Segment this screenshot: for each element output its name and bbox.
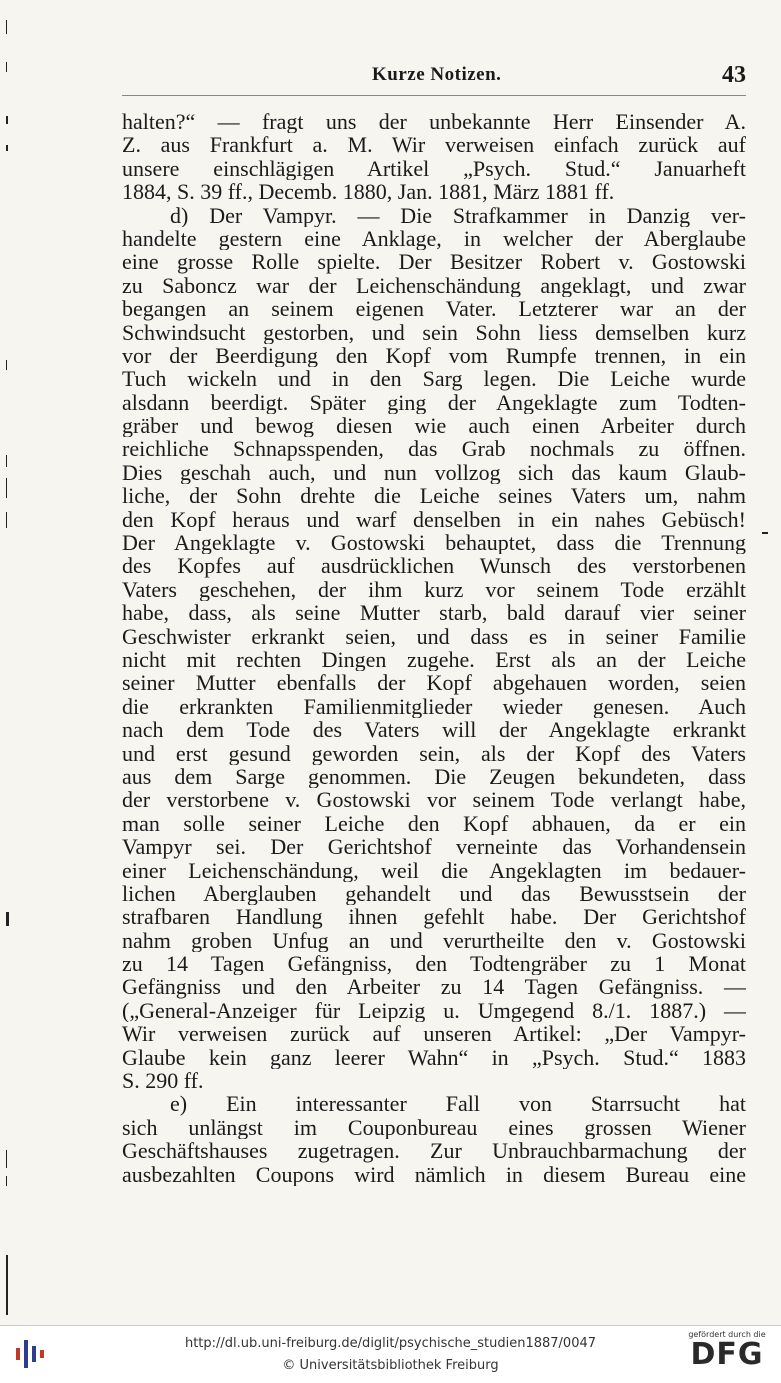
text-line: Glaube kein ganz leerer Wahn“ in „Psych. Stud.“ 1883 [122,1045,746,1070]
text-line: lichen Aberglauben gehandelt und das Bewusstsein der [122,881,746,906]
text-line: liche, der Sohn drehte die Leiche seines Vaters um, nahm [122,484,746,508]
section-e-heading-line: e) Ein interessanter Fall von Starrsucht hat [170,1092,746,1116]
viewer-footer [0,1325,781,1383]
text-line: strafbaren Handlung ihnen gefehlt habe. Der Gerichtshof [122,905,746,929]
text-line: Vaters geschehen, der ihm kurz vor seinem Tode erzählt [122,577,746,602]
section-d-heading-line: d) Der Vampyr. — Die Strafkammer in Danzig ver- [170,203,746,227]
copyright-text: © Universitätsbibliothek Freiburg [282,1358,499,1373]
text-line: einer Leichenschändung, weil die Angeklagten im bedauer- [122,858,746,882]
text-line: handelte gestern eine Anklage, in welcher der Aberglaube [122,226,746,251]
text-line: habe, dass, als seine Mutter starb, bald darauf vier seiner [122,601,746,625]
text-line: gräber und bewog diesen wie auch einen Arbeiter durch [122,414,746,438]
text-line: Z. aus Frankfurt a. M. Wir verweisen einfach zurück auf [122,133,746,157]
text-line: halten?“ — fragt uns der unbekannte Herr Einsender A. [122,110,746,134]
text-line: man solle seiner Leiche den Kopf abhauen, da er ein [122,811,746,836]
text-line: unsere einschlägigen Artikel „Psych. Stud.“ Januarheft [122,156,746,181]
text-line: Tuch wickeln und in den Sarg legen. Die Leiche wurde [122,367,746,391]
text-line: Geschwister erkrankt seien, und dass es in seiner Familie [122,624,746,648]
text-line: reichliche Schnapsspenden, das Grab nochmals zu öffnen. [122,437,746,461]
text-line: Gefängniss und den Arbeiter zu 14 Tagen Gefängniss. — [122,975,746,999]
text-line: ausbezahlten Coupons wird nämlich in diesem Bureau eine [122,1162,746,1186]
header-rule [122,95,746,96]
text-line: S. 290 ff. [122,1069,204,1093]
text-line: der verstorbene v. Gostowski vor seinem Tode verlangt habe, [122,788,746,812]
text-line: des Kopfes auf ausdrücklichen Wunsch des verstorbenen [122,554,746,578]
page-number: 43 [722,62,746,88]
text-line: den Kopf heraus und warf denselben in ein nahes Gebüsch! [122,507,746,532]
dfg-funder-logo [685,1330,769,1380]
page-header [122,62,746,90]
text-line: („General-Anzeiger für Leipzig u. Umgegend 8./1. 1887.) — [122,998,746,1023]
text-line: Dies geschah auch, und nun vollzog sich das kaum Glaub- [122,460,746,485]
text-line: zu 14 Tagen Gefängniss, den Todtengräber zu 1 Monat [122,952,746,976]
text-line: Geschäftshauses zugetragen. Zur Unbrauchbarmachung der [122,1139,746,1163]
funder-caption: gefördert durch die [688,1330,766,1339]
text-line: Wir verweisen zurück auf unseren Artikel: „Der Vampyr- [122,1022,746,1046]
running-title: Kurze Notizen. [372,64,502,85]
text-line: seiner Mutter ebenfalls der Kopf abgehauen worden, seien [122,671,746,695]
text-line: nach dem Tode des Vaters will der Angeklagte erkrankt [122,718,746,742]
text-line: aus dem Sarge genommen. Die Zeugen bekundeten, dass [122,764,746,789]
document-url-link[interactable]: http://dl.ub.uni-freiburg.de/diglit/psychische_studien1887/0047 [184,1336,597,1351]
text-line: 1884, S. 39 ff., Decemb. 1880, Jan. 1881, März 1881 ff. [122,180,615,204]
text-line: nicht mit rechten Dingen zugehe. Erst als an der Leiche [122,647,746,672]
text-line: Der Angeklagte v. Gostowski behauptet, dass die Trennung [122,531,746,555]
text-line: zu Saboncz war der Leichenschändung angeklagt, und zwar [122,273,746,298]
text-line: alsdann beerdigt. Später ging der Angeklagte zum Todten- [122,390,746,415]
text-line: die erkrankten Familienmitglieder wieder genesen. Auch [122,694,746,719]
text-line: Schwindsucht gestorben, und sein Sohn liess demselben kurz [122,320,746,344]
body-text [122,110,746,1186]
text-line: und erst gesund geworden sein, als der Kopf des Vaters [122,741,746,765]
text-line: eine grosse Rolle spielte. Der Besitzer Robert v. Gostowski [122,250,746,274]
dfg-logo-text: DFG [690,1337,764,1372]
text-line: Vampyr sei. Der Gerichtshof verneinte das Vorhandensein [122,835,746,859]
text-line: vor der Beerdigung den Kopf vom Rumpfe trennen, in ein [122,343,746,368]
text-line: nahm groben Unfug an und verurtheilte den v. Gostowski [122,928,746,953]
text-line: begangen an seinem eigenen Vater. Letzterer war an der [122,297,746,321]
text-line: sich unlängst im Couponbureau eines grossen Wiener [122,1115,746,1140]
